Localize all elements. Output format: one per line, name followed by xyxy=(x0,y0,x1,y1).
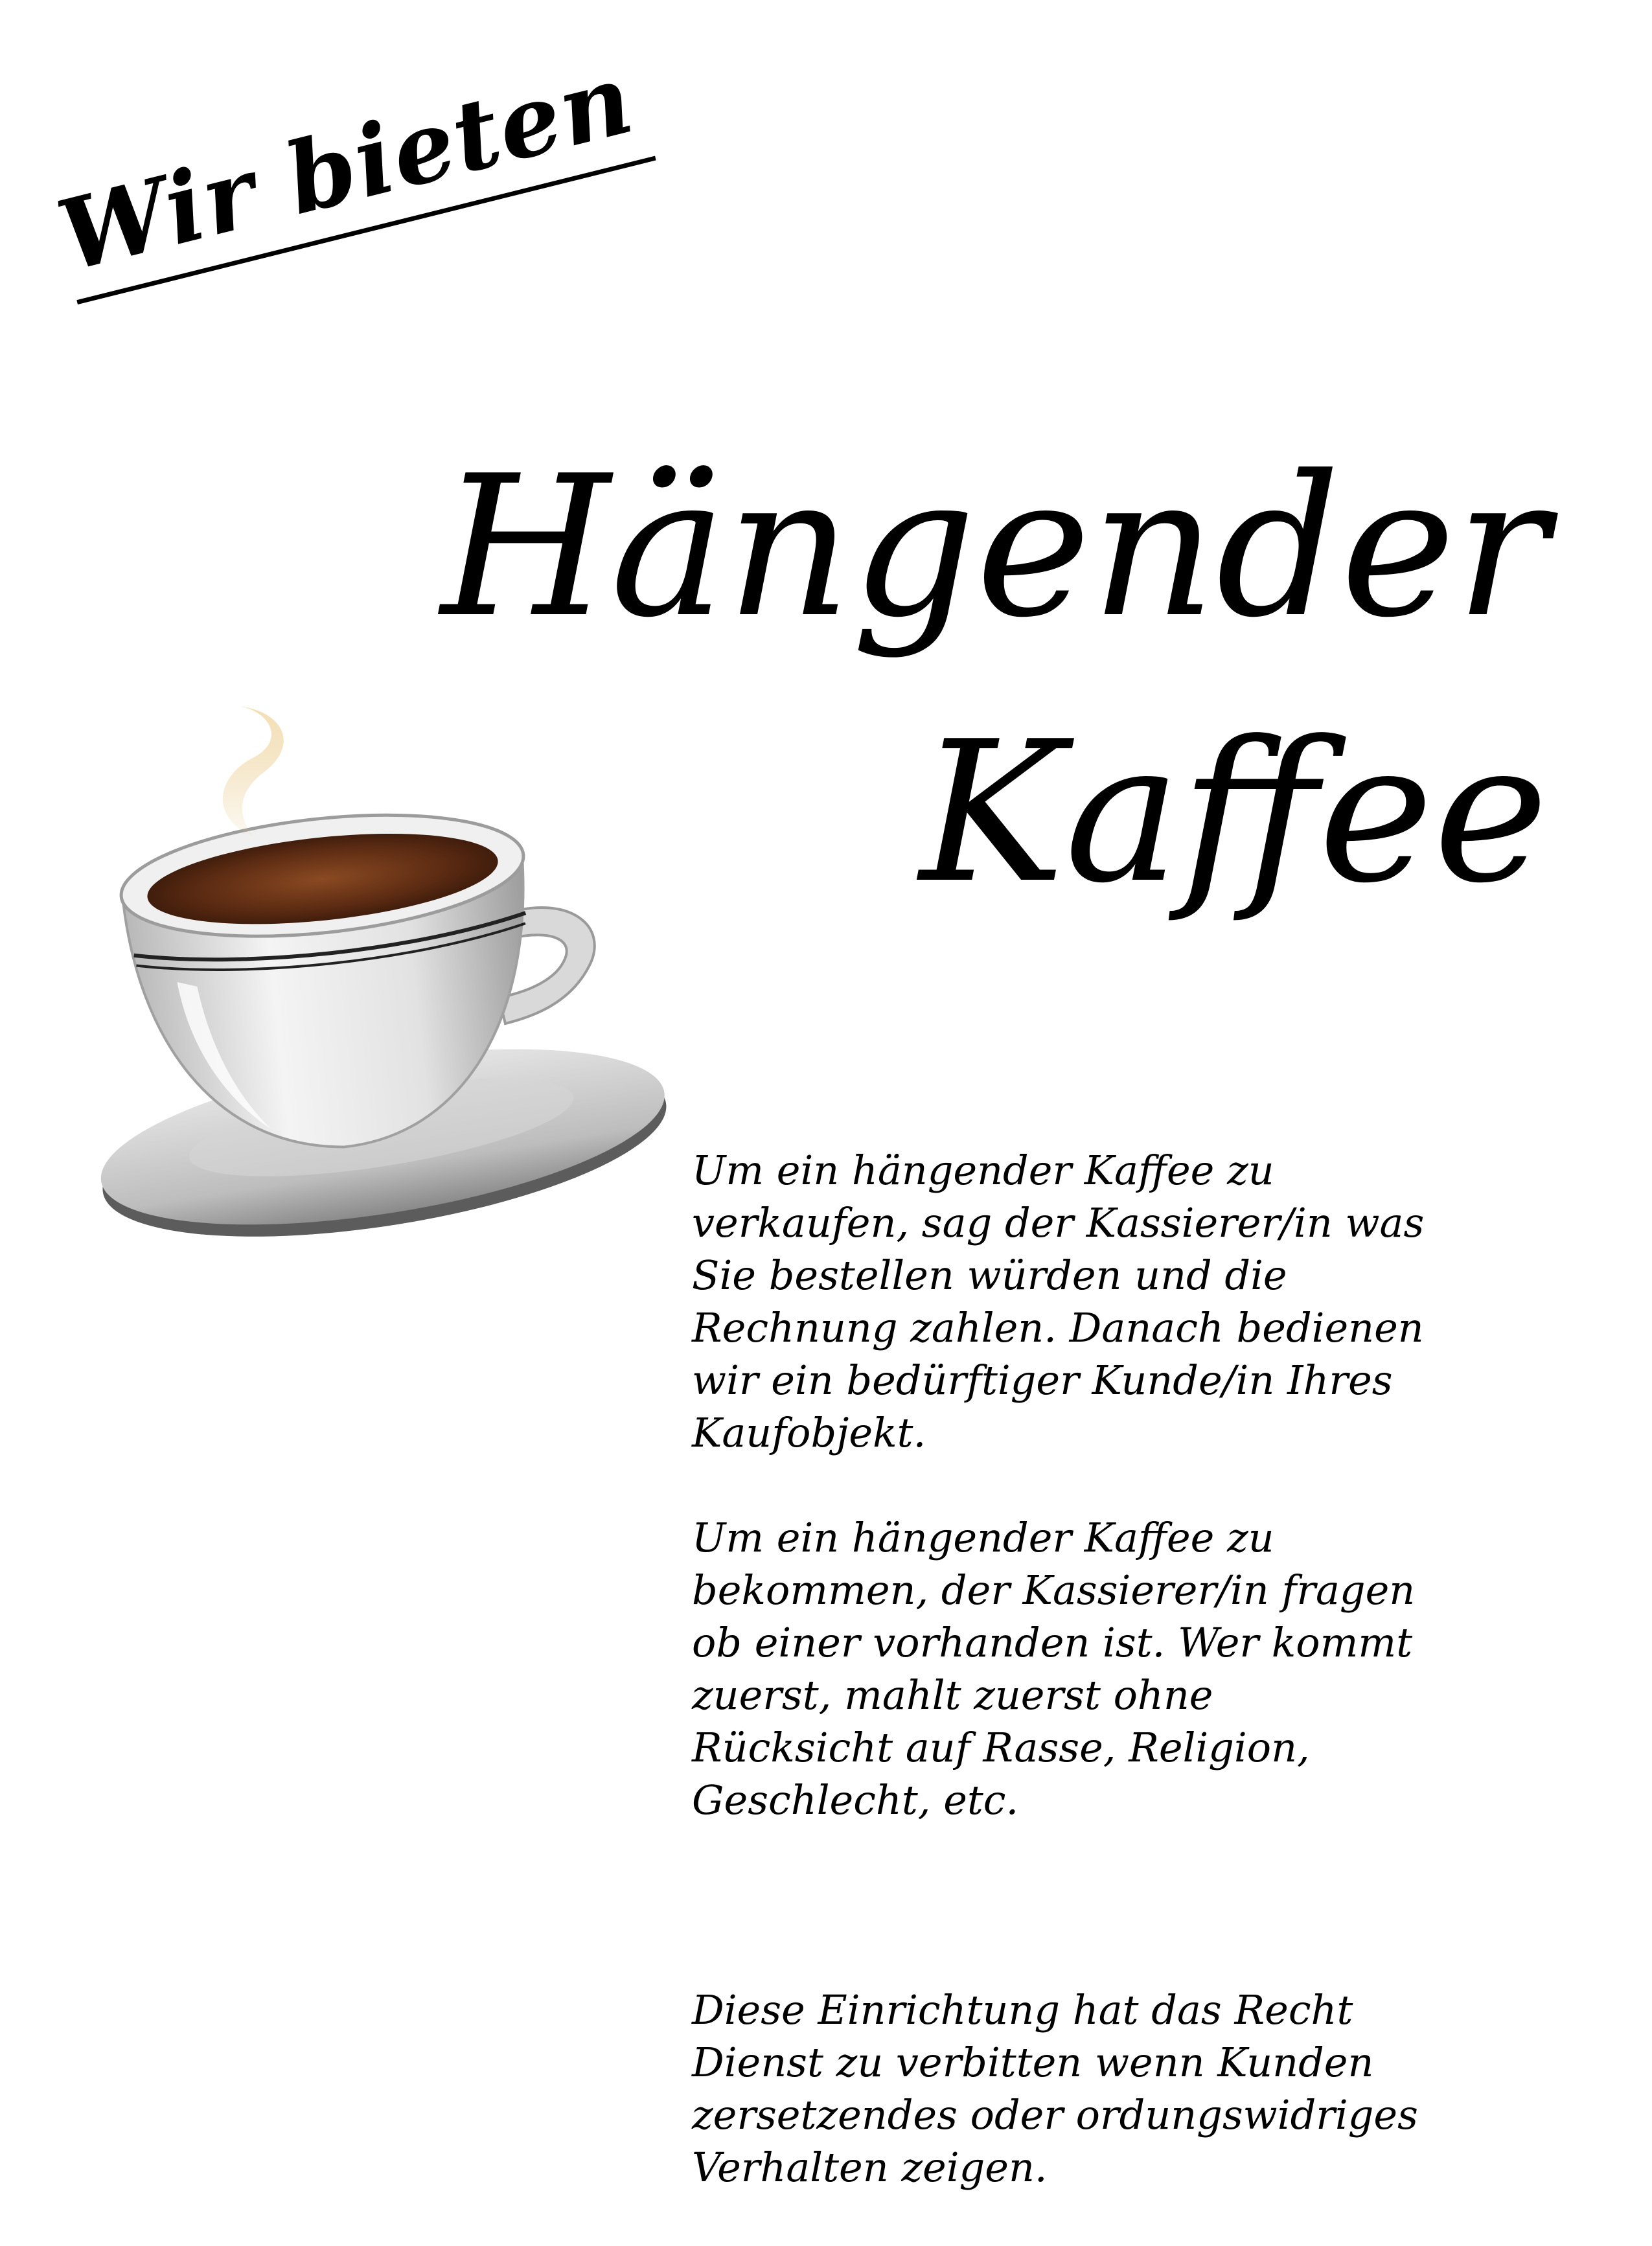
paragraph-receive: Um ein hängender Kaffee zu bekommen, der Kassierer/in fragen ob einer vorhanden ist. Wer kommt zuerst, mahlt zuerst ohne Rücksicht auf Rasse, Religion, Geschlecht, etc. xyxy=(692,1514,1416,1824)
paragraph-sell: Um ein hängender Kaffee zu verkaufen, sag der Kassierer/in was Sie bestellen würden und die Rechnung zahlen. Danach bedienen wir ein bedürftiger Kunde/in Ihres Kaufobjekt. xyxy=(692,1147,1425,1456)
tagline-block xyxy=(28,0,656,304)
coffee-cup-icon xyxy=(78,680,687,1250)
headline-line-2: Kaffee xyxy=(919,700,1548,926)
headline-line-1: Hängender xyxy=(441,434,1548,660)
tagline: Wir bieten xyxy=(47,41,645,294)
paragraph-spacer xyxy=(692,1879,1599,1931)
body-text xyxy=(692,1092,1599,2246)
paragraph-rights: Diese Einrichtung hat das Recht Dienst zu verbitten wenn Kunden zersetzendes oder ordungswidriges Verhalten zeigen. xyxy=(692,1986,1418,2191)
